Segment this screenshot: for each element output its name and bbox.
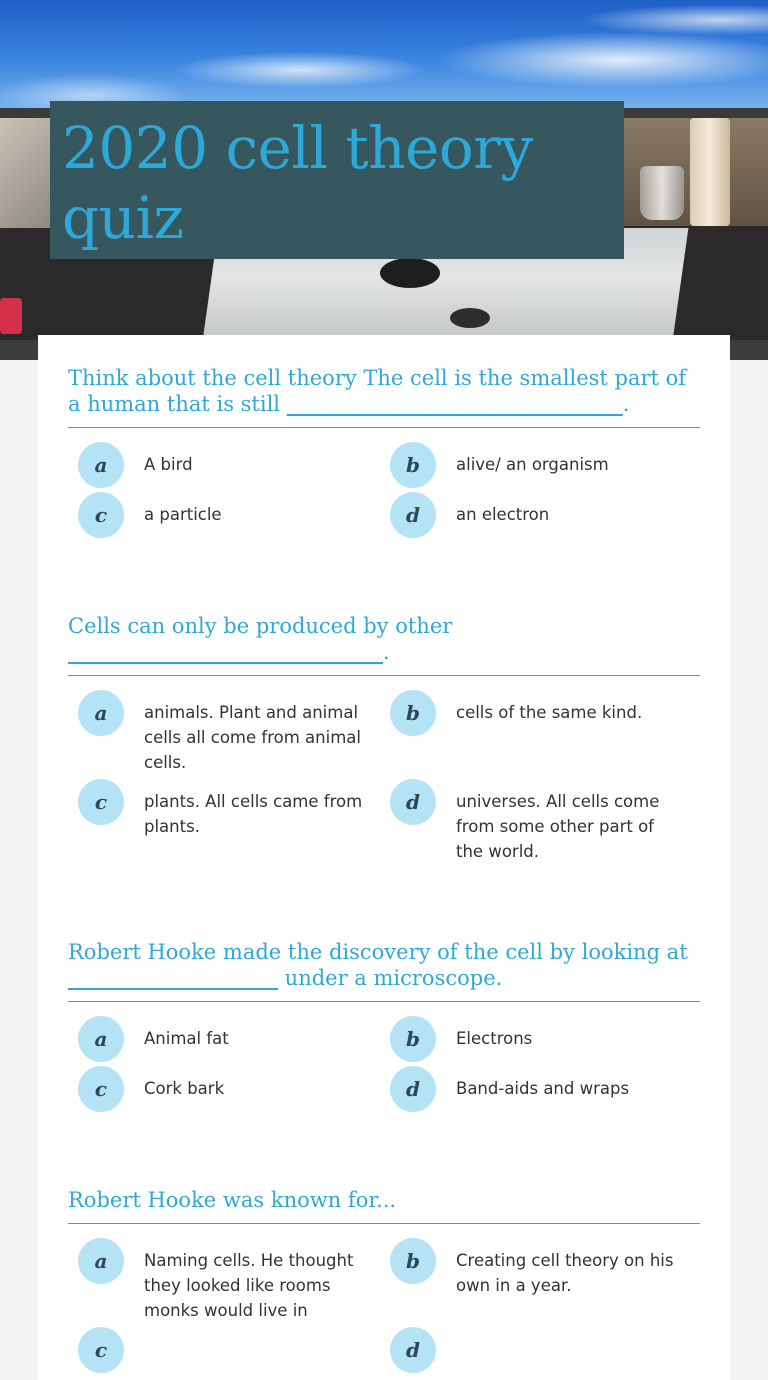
answer-letter-badge: a xyxy=(78,1016,124,1062)
answer-text: a particle xyxy=(144,505,222,524)
question-4-prompt: Robert Hooke was known for... xyxy=(68,1188,397,1212)
header-sky-image xyxy=(0,0,768,110)
question-1-suffix: . xyxy=(622,392,630,416)
answer-text: Naming cells. He thought they looked like rooms monks would live in xyxy=(144,1251,354,1320)
answer-option[interactable] xyxy=(390,442,702,488)
answer-text: Cork bark xyxy=(144,1079,225,1098)
answer-text: A bird xyxy=(144,455,193,474)
answer-option[interactable] xyxy=(390,1016,702,1062)
answer-letter-badge: b xyxy=(390,690,436,736)
answer-letter-badge: a xyxy=(78,690,124,736)
answer-option[interactable] xyxy=(390,492,702,538)
answer-letter-badge: c xyxy=(78,779,124,825)
question-3-prompt: Robert Hooke made the discovery of the cell by looking at xyxy=(68,940,688,964)
answer-option[interactable] xyxy=(78,690,390,775)
answer-text: universes. All cells come from some other part of the world. xyxy=(456,792,660,861)
answer-option[interactable] xyxy=(390,1327,702,1373)
question-2-suffix: . xyxy=(383,640,390,664)
question-2 xyxy=(38,613,730,868)
question-1-prompt: Think about the cell theory The cell is the smallest part of a human that is still xyxy=(68,366,687,416)
answer-letter-badge: c xyxy=(78,1327,124,1373)
answer-text xyxy=(456,1327,682,1337)
answer-letter-badge: b xyxy=(390,1016,436,1062)
question-3-text xyxy=(68,939,700,1002)
question-2-text xyxy=(68,613,700,676)
answer-text: Band-aids and wraps xyxy=(456,1079,630,1098)
question-2-prompt: Cells can only be produced by other xyxy=(68,614,453,638)
question-3-answers xyxy=(68,1002,700,1116)
question-3-suffix: under a microscope. xyxy=(278,966,503,990)
answer-letter-badge: d xyxy=(390,492,436,538)
answer-text: an electron xyxy=(456,505,550,524)
answer-letter-badge: d xyxy=(390,1327,436,1373)
question-4-text xyxy=(68,1187,700,1224)
question-2-answers xyxy=(68,676,700,868)
answer-text: animals. Plant and animal cells all come from animal cells. xyxy=(144,703,361,772)
question-4-answers xyxy=(68,1224,700,1377)
question-1-answers xyxy=(68,428,700,542)
answer-text: Creating cell theory on his own in a year. xyxy=(456,1251,674,1295)
answer-option[interactable] xyxy=(390,1066,702,1112)
page-title: 2020 cell theory quiz xyxy=(62,114,533,252)
answer-letter-badge: d xyxy=(390,779,436,825)
answer-text: Animal fat xyxy=(144,1029,229,1048)
answer-letter-badge: d xyxy=(390,1066,436,1112)
answer-letter-badge: b xyxy=(390,1238,436,1284)
answer-text xyxy=(144,1327,370,1337)
answer-letter-badge: a xyxy=(78,442,124,488)
answer-letter-badge: a xyxy=(78,1238,124,1284)
answer-text: Electrons xyxy=(456,1029,533,1048)
answer-option[interactable] xyxy=(390,1238,702,1323)
question-1-text xyxy=(68,365,700,428)
answer-letter-badge: b xyxy=(390,442,436,488)
answer-text: cells of the same kind. xyxy=(456,703,643,722)
answer-option[interactable] xyxy=(390,779,702,864)
answer-option[interactable] xyxy=(78,492,390,538)
answer-option[interactable] xyxy=(78,1327,390,1373)
question-2-blank: ______________________________ xyxy=(68,640,383,664)
question-3-blank: ____________________ xyxy=(68,966,278,990)
answer-option[interactable] xyxy=(78,1016,390,1062)
quiz-card xyxy=(38,335,730,1380)
answer-option[interactable] xyxy=(78,1238,390,1323)
question-4 xyxy=(38,1187,730,1377)
answer-option[interactable] xyxy=(390,690,702,775)
answer-text: alive/ an organism xyxy=(456,455,609,474)
question-1 xyxy=(38,365,730,542)
answer-letter-badge: c xyxy=(78,1066,124,1112)
title-banner xyxy=(50,101,624,259)
answer-option[interactable] xyxy=(78,442,390,488)
answer-letter-badge: c xyxy=(78,492,124,538)
answer-option[interactable] xyxy=(78,779,390,864)
answer-text: plants. All cells came from plants. xyxy=(144,792,363,836)
question-1-blank: ________________________________ xyxy=(286,392,623,416)
answer-option[interactable] xyxy=(78,1066,390,1112)
question-3 xyxy=(38,939,730,1116)
